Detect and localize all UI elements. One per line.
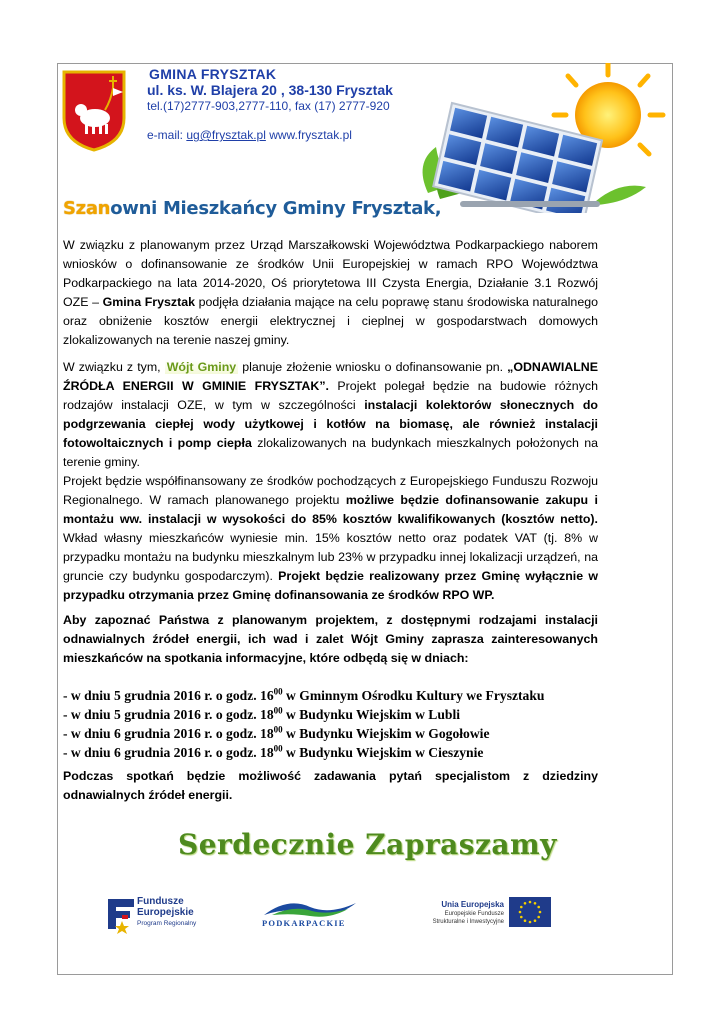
p2-bold1: „ODNAWIALNE ŹRÓDŁA ENERGII W GMINIE FRYSZTAK”.	[63, 360, 598, 393]
meeting-date: - w dniu 6 grudnia 2016 r. o godz. 18	[63, 745, 274, 760]
website-link[interactable]: www.frysztak.pl	[265, 128, 352, 142]
p4-bold: Podczas spotkań będzie możliwość zadawania pytań specjalistom z dziedziny odnawialnych źródeł energii.	[63, 769, 598, 802]
eu-line1: Unia Europejska	[441, 900, 504, 909]
p1-text2: podjęła działania mające na celu poprawę stanu środowiska naturalnego oraz obniżenie kosztów energii elektrycznej i cieplnej w gospodarstwach domowych zlokalizowanych na terenie naszej gminy.	[63, 295, 598, 347]
coat-of-arms-icon	[61, 70, 127, 152]
meeting-minutes: 00	[273, 705, 283, 716]
header-phone: tel.(17)2777-903,2777-110, fax (17) 2777-920	[147, 99, 390, 113]
meeting-place: w Budynku Wiejskim w Gogołowie	[282, 726, 490, 741]
meeting-minutes: 00	[273, 724, 283, 735]
podkarpackie-text: PODKARPACKIE	[262, 918, 346, 928]
meeting-item	[63, 686, 544, 705]
paragraph-intro	[63, 236, 598, 350]
p2-wojt: Wójt Gminy	[166, 360, 237, 374]
p1-bold1: Gmina Frysztak	[102, 295, 195, 309]
fe-line3: Program Regionalny	[137, 920, 197, 927]
p2-text6: Wkład własny mieszkańców wyniesie min. 15% kosztów netto oraz podatek VAT (tj. 8% w przypadku montażu na budynku mieszkalnym lub 23% w przypadku innej lokalizacji urządzeń, na gruncie czy budynku gospodarczym).	[63, 531, 598, 583]
greeting-part1: Szan	[63, 198, 111, 219]
solar-panel-sun-icon	[400, 63, 673, 213]
p2-text3: Projekt polegał będzie na budowie różnych rodzajów instalacji OZE, w tym w szczególności	[63, 379, 598, 412]
header-org: GMINA FRYSZTAK	[149, 66, 277, 82]
p2-bold3: możliwe będzie dofinansowanie zakupu i montażu ww. instalacji w wysokości do 85% kosztów kwalifikowanych (kosztów netto).	[63, 493, 598, 526]
eu-line3: Strukturalne i Inwestycyjne	[432, 919, 504, 925]
eu-line2: Europejskie Fundusze	[444, 911, 504, 917]
email-label: e-mail:	[147, 128, 187, 142]
meeting-item	[63, 705, 544, 724]
meeting-minutes: 00	[273, 743, 283, 754]
p2-text2: planuje złożenie wniosku o dofinansowanie pn.	[238, 360, 508, 374]
email-link[interactable]: ug@frysztak.pl	[186, 128, 266, 142]
greeting-heading	[63, 198, 441, 219]
p2-text5: Projekt będzie współfinansowany ze środków pochodzących z Europejskiego Funduszu Rozwoju Regionalnego. W ramach planowanego projektu	[63, 474, 598, 507]
header-contact	[147, 128, 352, 142]
paragraph-project	[63, 358, 598, 605]
paragraph-questions	[63, 767, 598, 805]
meetings-list	[63, 686, 544, 762]
paragraph-meetings-intro	[63, 611, 598, 668]
meeting-minutes: 00	[273, 686, 283, 697]
eu-text	[430, 899, 504, 926]
meeting-date: - w dniu 5 grudnia 2016 r. o godz. 16	[63, 688, 274, 703]
invitation-heading: Serdecznie Zapraszamy	[178, 828, 557, 861]
meeting-place: w Budynku Wiejskim w Lubli	[282, 707, 461, 722]
p1-text1: W związku z planowanym przez Urząd Marszałkowski Województwa Podkarpackiego naborem wniosków o dofinansowanie ze środków Unii Europejskiej w ramach RPO Województwa Podkarpackiego na lata 2014-2020, Oś priorytetowa III Czysta Energia, Działanie 3.1 Rozwój OZE –	[63, 238, 598, 309]
header-address: ul. ks. W. Blajera 20 , 38-130 Frysztak	[147, 82, 393, 98]
meeting-date: - w dniu 6 grudnia 2016 r. o godz. 18	[63, 726, 274, 741]
p2-bold4: Projekt będzie realizowany przez Gminę wyłącznie w przypadku otrzymania przez Gminę dofinansowania ze środków RPO WP.	[63, 569, 598, 602]
fe-line2: Europejskie	[137, 907, 194, 918]
meeting-date: - w dniu 5 grudnia 2016 r. o godz. 18	[63, 707, 274, 722]
p3-bold: Aby zapoznać Państwa z planowanym projektem, z dostępnymi rodzajami instalacji odnawialnych źródeł energii, ich wad i zalet Wójt Gminy zaprasza zainteresowanych mieszkańców na spotkania informacyjne, które odbędą się w dniach:	[63, 613, 598, 665]
fundusze-europejskie-text	[137, 896, 196, 929]
greeting-part2: owni Mieszkańcy Gminy Frysztak,	[110, 198, 442, 219]
meeting-place: w Gminnym Ośrodku Kultury we Frysztaku	[282, 688, 545, 703]
p2-bold2: instalacji kolektorów słonecznych do podgrzewania ciepłej wody użytkowej i kotłów na biomasę, ale również instalacji fotowoltaicznych i pomp ciepła	[63, 398, 598, 450]
meeting-item	[63, 724, 544, 743]
eu-flag-icon	[509, 897, 551, 927]
p2-text1: W związku z tym,	[63, 360, 165, 374]
meeting-item	[63, 743, 544, 762]
p2-text4: zlokalizowanych na budynkach mieszkalnych położonych na terenie gminy.	[63, 436, 598, 469]
meeting-place: w Budynku Wiejskim w Cieszynie	[282, 745, 484, 760]
fe-line1: Fundusze	[137, 896, 184, 907]
